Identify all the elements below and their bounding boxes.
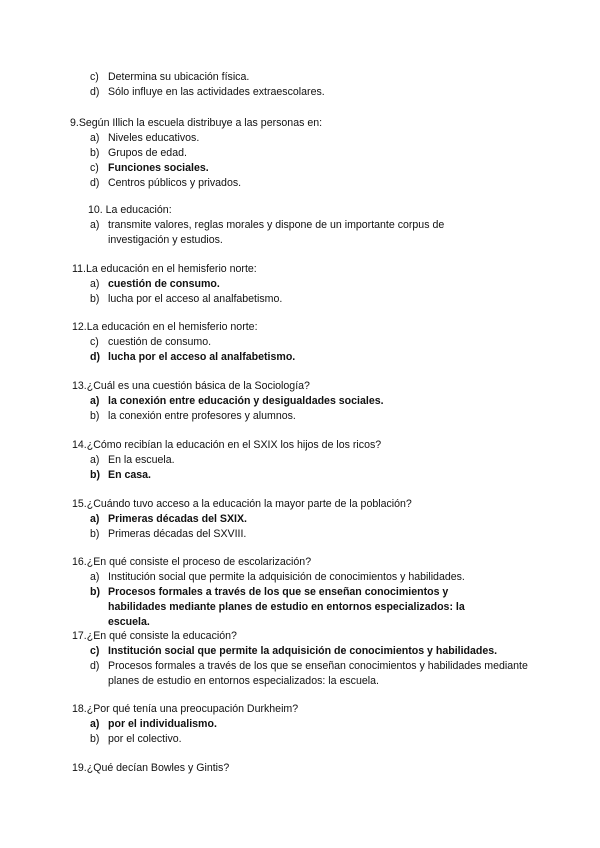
answer-option bbox=[72, 453, 548, 468]
answer-option bbox=[72, 176, 548, 191]
option-text: la conexión entre profesores y alumnos. bbox=[108, 410, 296, 422]
answer-option bbox=[72, 85, 548, 100]
answer-option bbox=[72, 218, 508, 248]
option-letter: a) bbox=[90, 132, 100, 144]
question-block bbox=[72, 629, 532, 689]
question-block bbox=[72, 702, 532, 747]
answer-option bbox=[72, 659, 538, 689]
option-letter: b) bbox=[90, 733, 100, 745]
option-letter: b) bbox=[90, 469, 100, 481]
option-text: lucha por el acceso al analfabetismo. bbox=[108, 351, 296, 363]
question-block bbox=[72, 70, 532, 100]
option-text: En la escuela. bbox=[108, 454, 175, 466]
answer-option bbox=[72, 570, 548, 585]
answer-option-correct bbox=[72, 161, 548, 176]
answer-option bbox=[72, 70, 548, 85]
option-text: En casa. bbox=[108, 469, 151, 481]
answer-option-correct bbox=[72, 277, 548, 292]
question-block bbox=[72, 555, 532, 630]
option-text: cuestión de consumo. bbox=[108, 278, 220, 290]
option-text: Institución social que permite la adquisición de conocimientos y habilidades. bbox=[108, 645, 498, 657]
option-letter: c) bbox=[90, 71, 99, 83]
answer-option-correct bbox=[72, 394, 548, 409]
question-text: 9.Según Illich la escuela distribuye a las personas en: bbox=[70, 117, 323, 129]
option-text: por el colectivo. bbox=[108, 733, 182, 745]
option-letter: c) bbox=[90, 336, 99, 348]
option-text: Centros públicos y privados. bbox=[108, 177, 242, 189]
question-block bbox=[72, 116, 532, 191]
question-block bbox=[72, 438, 532, 483]
question-text: 16.¿En qué consiste el proceso de escolarización? bbox=[72, 556, 312, 568]
option-letter: d) bbox=[90, 177, 100, 189]
option-letter: a) bbox=[90, 219, 100, 231]
option-letter: a) bbox=[90, 571, 100, 583]
option-letter: a) bbox=[90, 278, 100, 290]
answer-option-correct bbox=[72, 585, 498, 630]
answer-option-correct bbox=[72, 644, 568, 659]
option-text: cuestión de consumo. bbox=[108, 336, 212, 348]
option-text: por el individualismo. bbox=[108, 718, 217, 730]
option-letter: b) bbox=[90, 293, 100, 305]
option-letter: c) bbox=[90, 645, 100, 657]
option-letter: b) bbox=[90, 528, 100, 540]
option-text: transmite valores, reglas morales y dispone de un importante corpus de investigación y estudios. bbox=[108, 219, 445, 246]
option-text: Procesos formales a través de los que se enseñan conocimientos y habilidades mediante planes de estudio en entornos especializados: la escuela. bbox=[108, 586, 465, 628]
question-text: 15.¿Cuándo tuvo acceso a la educación la mayor parte de la población? bbox=[72, 498, 412, 510]
question-text: 17.¿En qué consiste la educación? bbox=[72, 630, 237, 642]
option-letter: a) bbox=[90, 513, 100, 525]
option-text: Grupos de edad. bbox=[108, 147, 187, 159]
answer-option-correct bbox=[72, 717, 548, 732]
option-letter: b) bbox=[90, 147, 100, 159]
option-letter: d) bbox=[90, 86, 100, 98]
question-block bbox=[72, 497, 532, 542]
question-block bbox=[72, 262, 532, 307]
answer-option-correct bbox=[72, 350, 548, 365]
option-letter: d) bbox=[90, 351, 100, 363]
answer-option bbox=[72, 146, 548, 161]
question-text: 11.La educación en el hemisferio norte: bbox=[72, 263, 257, 275]
question-block bbox=[72, 320, 532, 365]
option-text: Sólo influye en las actividades extraescolares. bbox=[108, 86, 325, 98]
answer-option-correct bbox=[72, 512, 548, 527]
question-text: 10. La educación: bbox=[88, 204, 172, 216]
answer-option bbox=[72, 335, 548, 350]
answer-option bbox=[72, 732, 548, 747]
answer-option bbox=[72, 131, 548, 146]
question-text: 12.La educación en el hemisferio norte: bbox=[72, 321, 258, 333]
option-text: Procesos formales a través de los que se enseñan conocimientos y habilidades mediante planes de estudio en entornos especializados: la escuela. bbox=[108, 660, 528, 687]
option-text: Niveles educativos. bbox=[108, 132, 200, 144]
option-text: lucha por el acceso al analfabetismo. bbox=[108, 293, 283, 305]
option-letter: b) bbox=[90, 410, 100, 422]
question-block bbox=[72, 761, 532, 776]
option-letter: a) bbox=[90, 395, 100, 407]
option-text: Primeras décadas del SXIX. bbox=[108, 513, 247, 525]
answer-option-correct bbox=[72, 468, 548, 483]
answer-option bbox=[72, 409, 548, 424]
option-text: la conexión entre educación y desigualdades sociales. bbox=[108, 395, 384, 407]
option-letter: a) bbox=[90, 454, 100, 466]
answer-option bbox=[72, 292, 548, 307]
question-text: 19.¿Qué decían Bowles y Gintis? bbox=[72, 762, 230, 774]
option-letter: b) bbox=[90, 586, 100, 598]
question-text: 13.¿Cuál es una cuestión básica de la Sociología? bbox=[72, 380, 310, 392]
option-text: Institución social que permite la adquisición de conocimientos y habilidades. bbox=[108, 571, 465, 583]
answer-option bbox=[72, 527, 548, 542]
option-letter: d) bbox=[90, 660, 100, 672]
question-block bbox=[72, 203, 532, 248]
option-letter: c) bbox=[90, 162, 99, 174]
question-block bbox=[72, 379, 532, 424]
question-text: 18.¿Por qué tenía una preocupación Durkheim? bbox=[72, 703, 299, 715]
option-text: Determina su ubicación física. bbox=[108, 71, 250, 83]
option-text: Primeras décadas del SXVIII. bbox=[108, 528, 247, 540]
question-text: 14.¿Cómo recibían la educación en el SXIX los hijos de los ricos? bbox=[72, 439, 382, 451]
option-letter: a) bbox=[90, 718, 100, 730]
option-text: Funciones sociales. bbox=[108, 162, 209, 174]
